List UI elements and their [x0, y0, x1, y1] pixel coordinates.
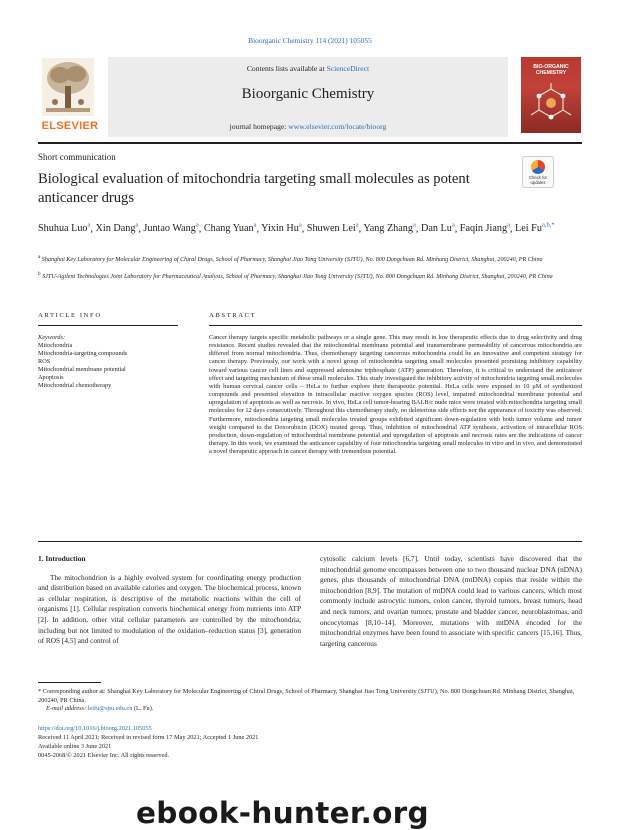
author-affiliation-mark[interactable]: a	[298, 222, 302, 229]
author-name-text: Yang Zhang	[363, 223, 413, 235]
author-name-text: Chang Yuan	[203, 223, 254, 235]
article-title: Biological evaluation of mitochondria targeting small molecules as potent anticancer drugs	[38, 171, 470, 206]
intro-left-column	[38, 554, 301, 647]
author-affiliation-mark[interactable]: a	[87, 222, 91, 229]
author-affiliation-mark[interactable]: a	[412, 222, 416, 229]
check-for-updates-button[interactable]	[522, 156, 554, 188]
email-link[interactable]: leifu@sjtu.edu.cn	[87, 705, 133, 713]
author-name-text: Shuwen Lei	[306, 223, 356, 235]
affiliation-mark: b	[38, 271, 41, 277]
email-line	[38, 705, 582, 714]
author-name[interactable]	[143, 223, 198, 234]
author-affiliation-mark[interactable]: a	[195, 222, 199, 229]
author-name[interactable]	[460, 223, 510, 234]
journal-cover[interactable]	[521, 57, 581, 133]
author-name-text: Dan Lu	[420, 223, 452, 235]
available-online: Available online 3 June 2021	[38, 742, 112, 750]
doi-link[interactable]: https://doi.org/10.1016/j.bioorg.2021.105055	[38, 725, 152, 732]
keywords-label: Keywords:	[38, 334, 66, 341]
article-info-rule	[38, 325, 178, 326]
author-name[interactable]	[307, 223, 359, 234]
affiliation-b	[38, 270, 582, 281]
header-rule	[38, 142, 582, 144]
contents-prefix: Contents lists available at	[246, 64, 327, 73]
abstract-heading: ABSTRACT	[209, 312, 257, 319]
homepage-line	[108, 122, 508, 131]
author-affiliation-mark[interactable]: a,b,*	[541, 222, 555, 229]
author-name[interactable]	[363, 223, 416, 234]
check-for-updates-label: Check for updates	[529, 175, 547, 185]
author-name-text: Xin Dang	[95, 223, 136, 235]
corresponding-footnote	[38, 688, 582, 714]
publication-info	[38, 725, 438, 761]
author-name[interactable]	[96, 223, 139, 234]
author-name-text: Yixin Hu	[261, 223, 299, 235]
keyword-item: Apoptosis	[38, 374, 64, 381]
author-affiliation-mark[interactable]: a	[355, 222, 359, 229]
keyword-item: Mitochondria	[38, 342, 73, 349]
journal-homepage-link[interactable]: www.elsevier.com/locate/bioorg	[288, 122, 387, 131]
journal-name: Bioorganic Chemistry	[241, 86, 375, 102]
crossmark-icon	[531, 160, 545, 174]
article-info-heading: ARTICLE INFO	[38, 312, 102, 319]
elsevier-wordmark: ELSEVIER	[41, 120, 99, 132]
abstract-rule	[209, 325, 582, 326]
affiliation-text: Shanghai Key Laboratory for Molecular Engineering of Chiral Drugs, School of Pharmacy, Shanghai Jiao Tong University (SJTU), No. 800 Dongchuan Rd. Minhang District, Shanghai, 200240, PR China	[41, 257, 543, 264]
abstract-bottom-rule	[38, 541, 582, 542]
keyword-item: ROS	[38, 358, 51, 365]
author-affiliation-mark[interactable]: a	[135, 222, 139, 229]
author-name-text: Shuhua Luo	[38, 223, 88, 235]
footnote-rule	[38, 682, 101, 683]
author-list: Shuhua Luo$^a$, Xin Dang$^a$, Juntao Wang$^a$, Chang Yuan$^a$, Yixin Hu$^a$, Shuwen Lei$^a$, Yang Zhang$^a$, Dan Lu$^a$, Faqin Jiang$^a$, Lei $Fu^{a,b,*}$	[38, 222, 555, 235]
intro-paragraph-continued: cytosolic calcium levels [6,7]. Until today, scientists have discovered that the mitochondrial genome encompasses between one to two thousand nuclear DNA (nDNA) genes, plus thousands of mitochondrial DNA (mtDNA) copies that reside within the mitochondrion [8,9]. The mutation of mtDNA could lead to various cancers, which most commonly include astrocytic tumors, colon cancer, thyroid tumors, breast tumors, head and neck tumors, and ovarian tumors, prostate and bladder cancer, neuroblastomas, and oncocytomas [8,10–14]. Moreover, mutations with mtDNA encoded for the mitochondrial enzymes have been found to associate with specific cancers [15,16]. Thus, targeting cancerous	[320, 554, 582, 648]
keywords-list	[38, 342, 198, 390]
tree-icon	[42, 58, 94, 116]
author-name[interactable]	[38, 223, 90, 234]
author-affiliation-mark[interactable]: a	[451, 222, 455, 229]
author-name[interactable]	[204, 223, 257, 234]
author-name-text: Juntao Wang	[143, 223, 196, 235]
abstract-text: Cancer therapy targets specific metabolic pathways or a single gene. This may result in low therapeutic effects due to drug selectivity and drug resistance. Recent studies revealed that the mitochondrial membrane potential and transmembrane permeability of cancerous mitochondria are differed from normal mitochondria. Thus, chemotherapy targeting cancerous mitochondria could be an innovative and competent strategy for cancer therapy. Previously, our work with a novel group of mitochondria targeting small molecules presented promising inhibitory capability toward various cancer cell lines and suppressed adenosine triphosphate (ATP) generation. Therefore, it is critical to understand the anticancer effect and targeting mechanism of these small molecules. This study investigated the inhibitory activity of mitochondria targeting small molecules with human cervical cancer cells – HeLa to further explore their therapeutic potential. HeLa cells were exposed to 10 μM of synthesized compounds and presented elevation in intracellular reactive oxygen species (ROS) level, impaired mitochondrial membrane potential and upregulation of apoptosis as well as necrosis. In vivo, HeLa cell tumor-bearing BALB/c nude mice were treated with mitochondria targeting small molecules for 12 days consecutively. Throughout this chemotherapy study, no deleterious side effects nor the appearance of toxicity was observed. Furthermore, mitochondria targeting small molecules treated groups exhibited significant down-regulation with both tumor volume and tumor weight compared to the Doxorubicin (DOX) treated group. Thus, inhibition of mitochondrial ATP synthesis, activation of intracellular ROS production, down-regulation of mitochondrial membrane potential and upregulation of apoptosis and necrosis rates are the indications of cancer therapy. In this work, we examined the anticancer capability of four mitochondria targeting small molecules in vitro and in vivo, and demonstrated a novel therapeutic approach in cancer therapy with tremendous potential.	[209, 334, 582, 456]
cover-title: BIO-ORGANIC CHEMISTRY	[533, 64, 569, 76]
author-name[interactable]	[261, 223, 302, 234]
author-name[interactable]	[515, 223, 555, 234]
molecule-icon	[529, 83, 573, 127]
author-affiliation-mark[interactable]: a	[507, 222, 510, 229]
keywords-block	[38, 334, 198, 390]
copyright: 0045-2068/© 2021 Elsevier Inc. All rights reserved.	[38, 751, 170, 759]
sciencedirect-link[interactable]: ScienceDirect	[326, 64, 370, 73]
affiliation-text: SJTU-Agilent Technologies Joint Laboratory for Pharmaceutical Analysis, School of Pharmacy, Shanghai Jiao Tong University (SJTU), No. 800 Dongchuan Rd. Minhang District, Shanghai, 200240, PR China	[42, 274, 553, 281]
author-name-text: Faqin Jiang	[459, 223, 508, 235]
keyword-item: Mitochondrial membrane potential	[38, 366, 126, 373]
journal-reference[interactable]: Bioorganic Chemistry 114 (2021) 105055	[248, 36, 372, 45]
affiliation-mark: a	[38, 254, 41, 260]
email-suffix: (L. Fu).	[132, 705, 154, 713]
keyword-item: Mitochondrial chemotherapy	[38, 382, 112, 389]
contents-line	[108, 64, 508, 73]
author-name[interactable]	[421, 223, 455, 234]
author-name-text: Lei Fu	[515, 223, 542, 235]
intro-right-column	[320, 554, 582, 649]
article-type: Short communication	[38, 152, 116, 162]
affiliation-a	[38, 253, 582, 264]
corresponding-author: * Corresponding author at: Shanghai Key Laboratory for Molecular Engineering of Chiral Drugs, School of Pharmacy, Shanghai Jiao Tong University (SJTU), No. 800 Dongchuan Rd. Minhang District, Shanghai, 200240, PR China.	[38, 688, 575, 704]
intro-paragraph: The mitochondrion is a highly evolved system for coordinating energy production and distribution based on available calories and oxygen. The biochemical process, known as cellular respiration, is descriptive of the metabolic reactions within the cell of organisms [1]. Cellular respiration converts biochemical energy from nutrients into ATP [2]. In addition, other vital cellular parameters are controlled by the mitochondria, including but not limited to modulation of the oxidation–reduction status [3], generation of ROS [4,5] and control of	[38, 572, 301, 646]
email-label: E-mail address:	[46, 705, 88, 713]
keyword-item: Mitochondria-targeting compounds	[38, 350, 128, 357]
author-affiliation-mark[interactable]: a	[253, 222, 257, 229]
homepage-prefix: journal homepage:	[229, 122, 289, 131]
intro-heading: 1. Introduction	[38, 554, 86, 563]
watermark-text: ebook-hunter.org	[136, 796, 429, 830]
received-dates: Received 11 April 2021; Received in revised form 17 May 2021; Accepted 1 June 2021	[38, 733, 259, 741]
